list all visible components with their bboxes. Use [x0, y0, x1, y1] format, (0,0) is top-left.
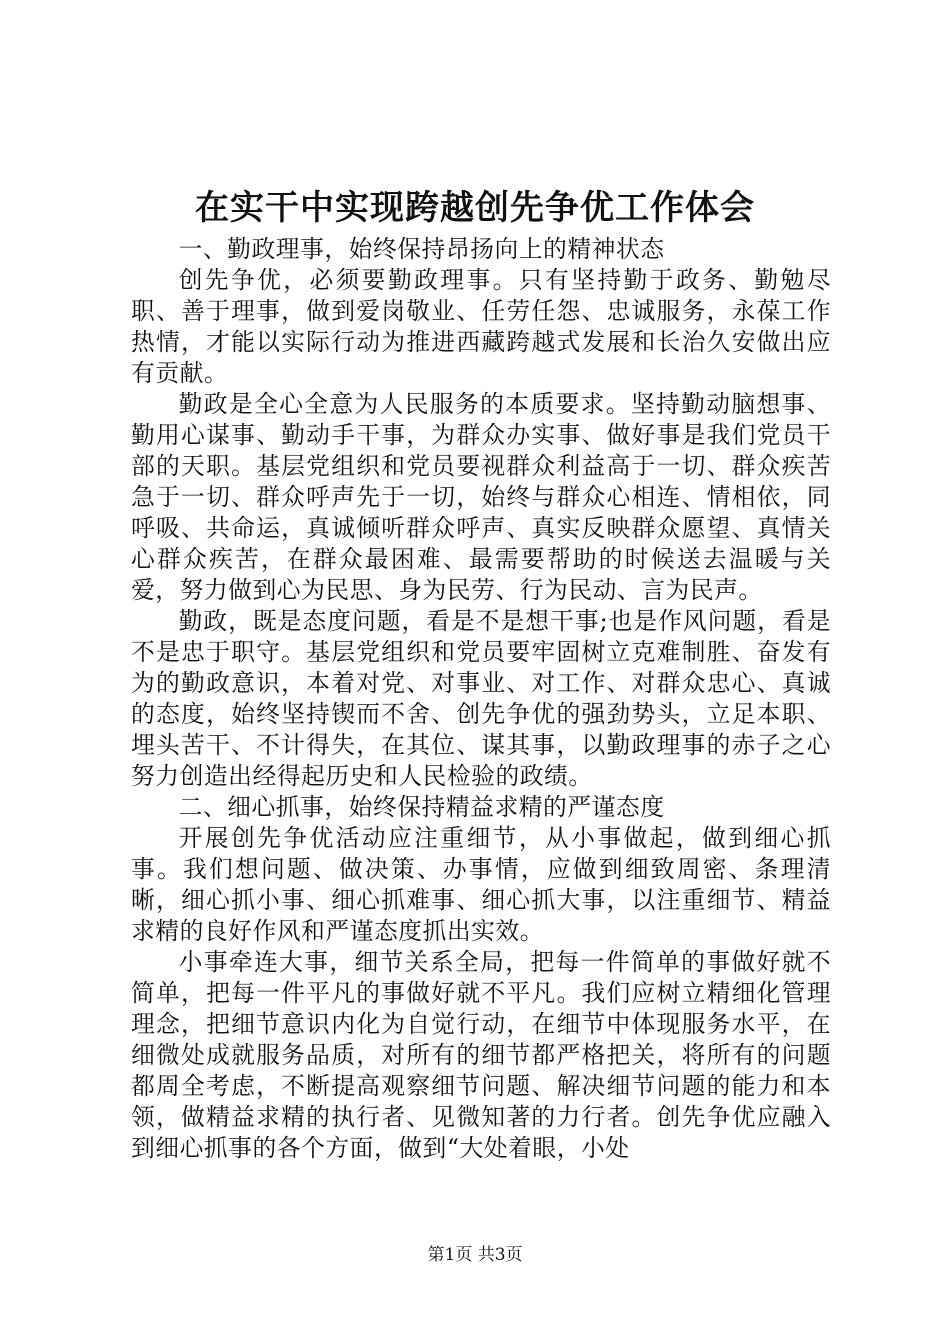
paragraph-2: 勤政是全心全意为人民服务的本质要求。坚持勤动脑想事、勤用心谋事、勤动手干事，为群众办实事、做好事是我们党员干部的天职。基层党组织和党员要视群众利益高于一切、群众疾苦急于一切、群众呼声先于一切，始终与群众心相连、情相依，同呼吸、共命运，真诚倾听群众呼声、真实反映群众愿望、真情关心群众疾苦，在群众最困难、最需要帮助的时候送去温暖与关爱，努力做到心为民思、身为民劳、行为民动、言为民声。 — [131, 390, 831, 604]
paragraph-5: 小事牵连大事，细节关系全局，把每一件简单的事做好就不简单，把每一件平凡的事做好就不平凡。我们应树立精细化管理理念，把细节意识内化为自觉行动，在细节中体现服务水平，在细微处成就服务品质，对所有的细节都严格把关，将所有的问题都周全考虑，不断提高观察细节问题、解决细节问题的能力和本领，做精益求精的执行者、见微知著的力行者。创先争优应融入到细心抓事的各个方面，做到“大处着眼，小处 — [131, 948, 831, 1162]
section-heading-2: 二、细心抓事，始终保持精益求精的严谨态度 — [178, 793, 665, 821]
paragraph-4: 开展创先争优活动应注重细节，从小事做起，做到细心抓事。我们想问题、做决策、办事情，应做到细致周密、条理清晰，细心抓小事、细心抓难事、细心抓大事，以注重细节、精益求精的良好作风和严谨态度抓出实效。 — [131, 824, 831, 945]
document-body — [131, 234, 831, 1164]
paragraph-1: 创先争优，必须要勤政理事。只有坚持勤于政务、勤勉尽职、善于理事，做到爱岗敬业、任劳任怨、忠诚服务，永葆工作热情，才能以实际行动为推进西藏跨越式发展和长治久安做出应有贡献。 — [131, 266, 831, 387]
paragraph-3: 勤政，既是态度问题，看是不是想干事;也是作风问题，看是不是忠于职守。基层党组织和党员要牢固树立克难制胜、奋发有为的勤政意识，本着对党、对事业、对工作、对群众忠心、真诚的态度，始终坚持锲而不舍、创先争优的强劲势头，立足本职、埋头苦干、不计得失，在其位、谋其事，以勤政理事的赤子之心努力创造出经得起历史和人民检验的政绩。 — [131, 607, 831, 790]
section-heading-1: 一、勤政理事，始终保持昂扬向上的精神状态 — [178, 235, 665, 263]
document-title: 在实干中实现跨越创先争优工作体会 — [195, 188, 755, 228]
page-footer: 第1页 共3页 — [427, 1245, 523, 1265]
